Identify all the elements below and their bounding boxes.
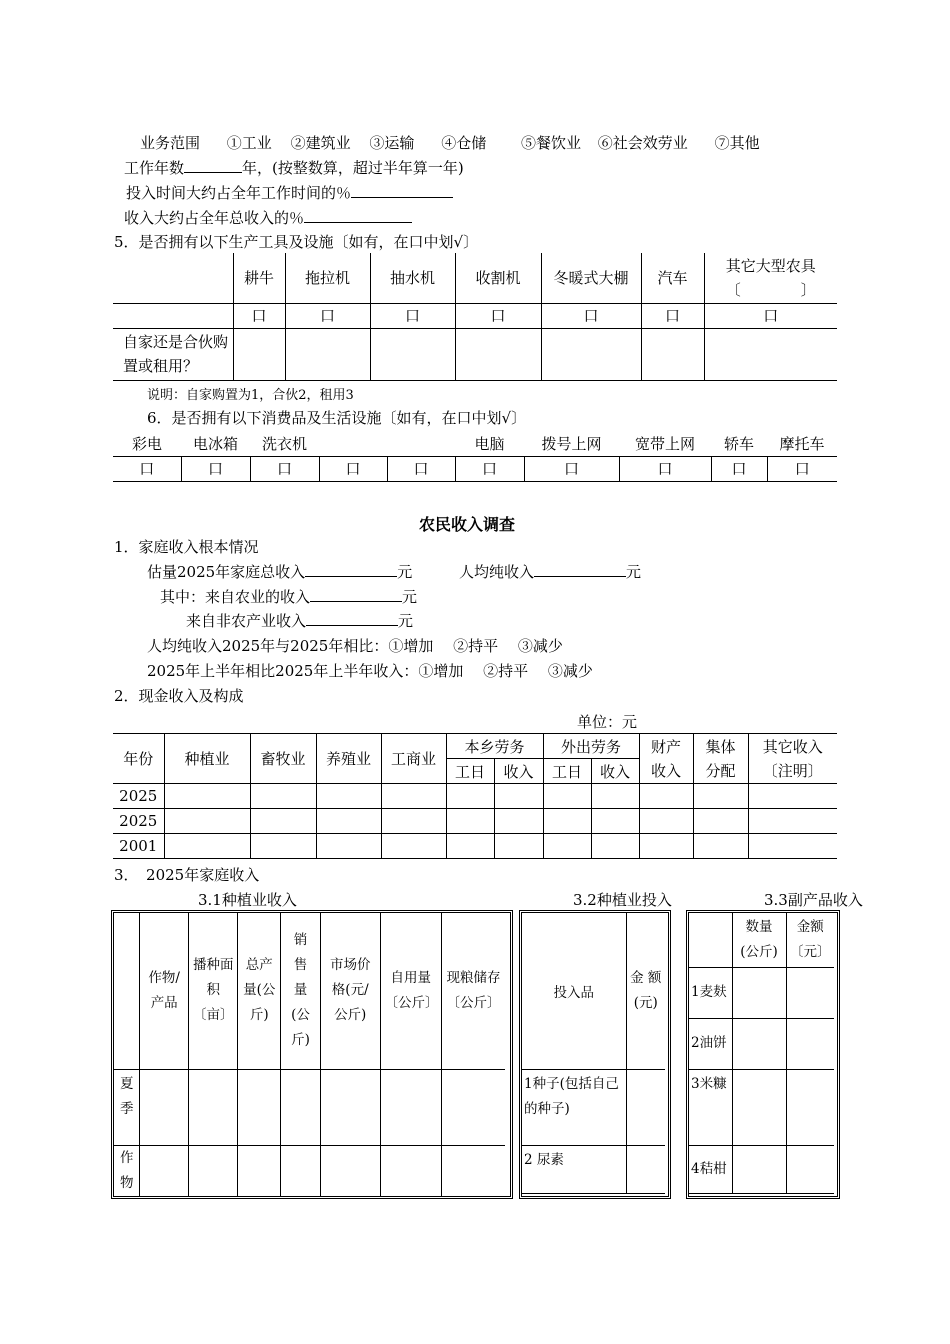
scope-option[interactable]: ②建筑业 xyxy=(290,134,351,152)
input-cell[interactable] xyxy=(380,1069,441,1145)
input-cell[interactable] xyxy=(543,784,591,809)
scope-option[interactable]: ①工业 xyxy=(226,134,272,152)
checkbox[interactable]: 口 xyxy=(387,456,455,481)
input-cell[interactable] xyxy=(442,1069,506,1145)
input-cell[interactable] xyxy=(381,809,446,834)
scope-option[interactable]: ④仓储 xyxy=(441,134,487,152)
nonagri-income-label: 来自非农产业收入 xyxy=(186,612,307,630)
input-cell[interactable] xyxy=(748,809,837,834)
unit-yuan: 元 xyxy=(398,612,414,630)
scope-option[interactable]: ⑥社会效劳业 xyxy=(597,134,688,152)
input-cell[interactable] xyxy=(786,1018,834,1069)
checkbox[interactable]: 口 xyxy=(250,456,319,481)
col-collective: 集体分配 xyxy=(693,734,748,784)
input-cell[interactable] xyxy=(748,784,837,809)
ownership-cell[interactable] xyxy=(233,328,285,380)
input-cell[interactable] xyxy=(320,1145,380,1196)
total-income-blank[interactable] xyxy=(305,561,397,577)
checkbox[interactable]: 口 xyxy=(455,303,541,328)
q5-title: 5．是否拥有以下生产工具及设施〔如有，在口中划√〕 xyxy=(114,233,479,251)
ownership-label: 自家还是合伙购置或租用？ xyxy=(113,328,233,380)
row-year: 2001 xyxy=(113,834,164,859)
input-cell[interactable] xyxy=(250,834,316,859)
goods-header: 轿车 xyxy=(711,431,767,456)
input-cell[interactable] xyxy=(693,809,748,834)
q6-title: 6．是否拥有以下消费品及生活设施〔如有，在口中划√〕 xyxy=(147,409,527,427)
nonagri-income-blank[interactable] xyxy=(306,610,398,626)
tool-header: 收割机 xyxy=(455,253,541,303)
crop-header: 现粮储存〔公斤〕 xyxy=(442,913,506,1069)
crop-header: 自用量〔公斤〕 xyxy=(380,913,441,1069)
per-capita-blank[interactable] xyxy=(534,561,626,577)
input-cell[interactable] xyxy=(732,1018,786,1069)
input-cell[interactable] xyxy=(446,834,494,859)
goods-header: 摩托车 xyxy=(767,431,837,456)
business-scope-line xyxy=(140,132,760,153)
tool-header: 拖拉机 xyxy=(285,253,370,303)
ownership-cell[interactable] xyxy=(455,328,541,380)
section-2-title: 2．现金收入及构成 xyxy=(114,687,244,705)
nonagri-income-line xyxy=(186,610,413,631)
input-cell[interactable] xyxy=(164,809,250,834)
income-pct-blank[interactable] xyxy=(304,207,412,223)
unit-yuan: 元 xyxy=(397,563,413,581)
input-cell[interactable] xyxy=(188,1145,238,1196)
input-cell[interactable] xyxy=(446,809,494,834)
input-amount-header: 金 额(元) xyxy=(626,913,665,1069)
unit-yuan: 元 xyxy=(626,563,642,581)
col-crop: 种植业 xyxy=(164,734,250,784)
tools-table xyxy=(113,253,837,381)
tool-header: 抽水机 xyxy=(370,253,455,303)
season-label: 作物 xyxy=(114,1145,140,1196)
input-cell[interactable] xyxy=(442,1145,506,1196)
checkbox[interactable]: 口 xyxy=(285,303,370,328)
goods-header xyxy=(387,431,455,456)
input-cell[interactable] xyxy=(639,784,693,809)
input-cell[interactable] xyxy=(732,967,786,1018)
input-cell[interactable] xyxy=(316,784,381,809)
business-scope-label: 业务范围 xyxy=(140,134,201,152)
input-cell[interactable] xyxy=(316,834,381,859)
ownership-cell[interactable] xyxy=(285,328,370,380)
input-cell[interactable] xyxy=(320,1069,380,1145)
crop-header: 播种面积〔亩〕 xyxy=(188,913,238,1069)
col-workday: 工日 xyxy=(543,759,591,784)
input-cell[interactable] xyxy=(164,834,250,859)
q5-note: 说明：自家购置为1，合伙2，租用3 xyxy=(147,388,354,403)
ownership-cell[interactable] xyxy=(641,328,704,380)
agri-income-line xyxy=(160,586,417,607)
row-year: 2025 xyxy=(113,784,164,809)
input-cell[interactable] xyxy=(732,1145,786,1193)
work-years-line xyxy=(124,157,464,178)
ownership-cell[interactable] xyxy=(541,328,641,380)
unit-yuan: 元 xyxy=(402,588,418,606)
col-other: 其它收入〔注明〕 xyxy=(748,734,837,784)
col-income: 收入 xyxy=(494,759,543,784)
agri-income-blank[interactable] xyxy=(310,586,402,602)
crop-income-table xyxy=(114,913,505,1197)
col-income: 收入 xyxy=(591,759,639,784)
checkbox[interactable]: 口 xyxy=(455,456,524,481)
input-cell[interactable] xyxy=(281,1145,321,1196)
input-cell[interactable] xyxy=(639,809,693,834)
input-cell[interactable] xyxy=(626,1069,665,1145)
unit-label: 单位：元 xyxy=(577,713,638,731)
scope-option[interactable]: ⑤餐饮业 xyxy=(520,134,581,152)
section-3-title: 3． 2025年家庭收入 xyxy=(114,866,260,884)
input-cell[interactable] xyxy=(188,1069,238,1145)
byproduct-amt-header: 金额〔元〕 xyxy=(786,913,834,967)
row-year: 2025 xyxy=(113,809,164,834)
time-pct-label: 投入时间大约占全年工作时间的％ xyxy=(126,184,352,202)
col-commerce: 工商业 xyxy=(381,734,446,784)
total-income-line xyxy=(147,561,641,582)
tool-header: 其它大型农具〔 〕 xyxy=(704,253,837,303)
input-cell[interactable] xyxy=(693,834,748,859)
input-cell[interactable] xyxy=(591,834,639,859)
input-item-header: 投入品 xyxy=(522,913,626,1069)
goods-header: 洗衣机 xyxy=(250,431,319,456)
byproduct-table xyxy=(689,913,834,1194)
input-cell[interactable] xyxy=(381,784,446,809)
input-cell[interactable] xyxy=(381,834,446,859)
input-cell[interactable] xyxy=(250,784,316,809)
col-workday: 工日 xyxy=(446,759,494,784)
input-cell[interactable] xyxy=(250,809,316,834)
work-years-note: 年，(按整数算，超过半年算一年) xyxy=(242,159,464,177)
checkbox[interactable]: 口 xyxy=(181,456,250,481)
input-cell[interactable] xyxy=(140,1145,189,1196)
goods-header: 宽带上网 xyxy=(619,431,711,456)
time-pct-blank[interactable] xyxy=(351,182,453,198)
input-cell[interactable] xyxy=(786,967,834,1018)
checkbox[interactable]: 口 xyxy=(370,303,455,328)
survey-title: 农民收入调查 xyxy=(419,515,516,534)
input-cell[interactable] xyxy=(639,834,693,859)
s33-title: 3.3副产品收入 xyxy=(764,891,863,909)
cash-income-table xyxy=(113,733,837,859)
byproduct-item: 3米糠 xyxy=(689,1069,732,1145)
compare-line-2[interactable]: 2025年上半年相比2025年上半年收入：①增加 ②持平 ③减少 xyxy=(147,662,593,680)
input-cell[interactable] xyxy=(238,1069,281,1145)
checkbox[interactable]: 口 xyxy=(319,456,387,481)
byproduct-item: 4秸柑 xyxy=(689,1145,732,1193)
checkbox[interactable]: 口 xyxy=(711,456,767,481)
checkbox[interactable]: 口 xyxy=(113,456,181,481)
crop-header: 市场价格(元/公斤) xyxy=(320,913,380,1069)
goods-header: 电冰箱 xyxy=(181,431,250,456)
input-cell[interactable] xyxy=(786,1145,834,1193)
work-years-label: 工作年数 xyxy=(124,159,185,177)
input-cell[interactable] xyxy=(543,809,591,834)
goods-header: 电脑 xyxy=(455,431,524,456)
checkbox[interactable]: 口 xyxy=(619,456,711,481)
input-cell[interactable] xyxy=(164,784,250,809)
input-item: 2 尿素 xyxy=(522,1145,626,1193)
tool-header: 汽车 xyxy=(641,253,704,303)
input-cell[interactable] xyxy=(748,834,837,859)
total-income-label: 估量2025年家庭总收入 xyxy=(147,563,306,581)
input-cell[interactable] xyxy=(591,784,639,809)
col-aquaculture: 养殖业 xyxy=(316,734,381,784)
input-cell[interactable] xyxy=(626,1145,665,1193)
scope-option[interactable]: ⑦其他 xyxy=(714,134,760,152)
checkbox[interactable]: 口 xyxy=(541,303,641,328)
input-item: 1种子(包括自己的种子) xyxy=(522,1069,626,1145)
checkbox[interactable]: 口 xyxy=(233,303,285,328)
crop-header: 总产量(公斤) xyxy=(238,913,281,1069)
crop-header: 销售量(公斤) xyxy=(281,913,321,1069)
byproduct-item: 1麦麸 xyxy=(689,967,732,1018)
time-pct-line xyxy=(126,182,453,203)
goods-header: 彩电 xyxy=(113,431,181,456)
compare-line-1[interactable]: 人均纯收入2025年与2025年相比：①增加 ②持平 ③减少 xyxy=(147,637,563,655)
crop-header: 作物/产品 xyxy=(140,913,189,1069)
byproduct-qty-header: 数量(公斤) xyxy=(732,913,786,967)
ownership-cell[interactable] xyxy=(370,328,455,380)
goods-header xyxy=(319,431,387,456)
scope-option[interactable]: ③运输 xyxy=(369,134,415,152)
input-cell[interactable] xyxy=(693,784,748,809)
input-cell[interactable] xyxy=(543,834,591,859)
input-cell[interactable] xyxy=(140,1069,189,1145)
input-cell[interactable] xyxy=(380,1145,441,1196)
consumer-goods-table xyxy=(113,431,837,482)
input-cell[interactable] xyxy=(494,809,543,834)
s31-title: 3.1种植业收入 xyxy=(198,891,297,909)
ownership-cell[interactable] xyxy=(704,328,837,380)
tool-header: 耕牛 xyxy=(233,253,285,303)
agri-income-label: 其中：来自农业的收入 xyxy=(160,588,311,606)
input-cell[interactable] xyxy=(591,809,639,834)
tool-header: 冬暖式大棚 xyxy=(541,253,641,303)
checkbox[interactable]: 口 xyxy=(641,303,704,328)
input-cell[interactable] xyxy=(281,1069,321,1145)
input-cell[interactable] xyxy=(786,1069,834,1145)
checkbox[interactable]: 口 xyxy=(704,303,837,328)
col-year: 年份 xyxy=(113,734,164,784)
input-cell[interactable] xyxy=(316,809,381,834)
input-cell[interactable] xyxy=(494,834,543,859)
col-property: 财产收入 xyxy=(639,734,693,784)
goods-header: 拨号上网 xyxy=(524,431,619,456)
byproduct-item: 2油饼 xyxy=(689,1018,732,1069)
income-pct-label: 收入大约占全年总收入的％ xyxy=(124,209,305,227)
checkbox[interactable]: 口 xyxy=(524,456,619,481)
work-years-blank[interactable] xyxy=(184,157,242,173)
season-label: 夏季 xyxy=(114,1069,140,1145)
input-cell[interactable] xyxy=(238,1145,281,1196)
input-cell[interactable] xyxy=(494,784,543,809)
checkbox[interactable]: 口 xyxy=(767,456,837,481)
crop-input-table xyxy=(522,913,665,1194)
input-cell[interactable] xyxy=(446,784,494,809)
input-cell[interactable] xyxy=(732,1069,786,1145)
s32-title: 3.2种植业投入 xyxy=(573,891,672,909)
per-capita-label: 人均纯收入 xyxy=(458,563,534,581)
section-1-title: 1．家庭收入根本情况 xyxy=(114,538,259,556)
col-outside-labor: 外出劳务 xyxy=(543,734,639,759)
col-livestock: 畜牧业 xyxy=(250,734,316,784)
col-local-labor: 本乡劳务 xyxy=(446,734,543,759)
income-pct-line xyxy=(124,207,412,228)
